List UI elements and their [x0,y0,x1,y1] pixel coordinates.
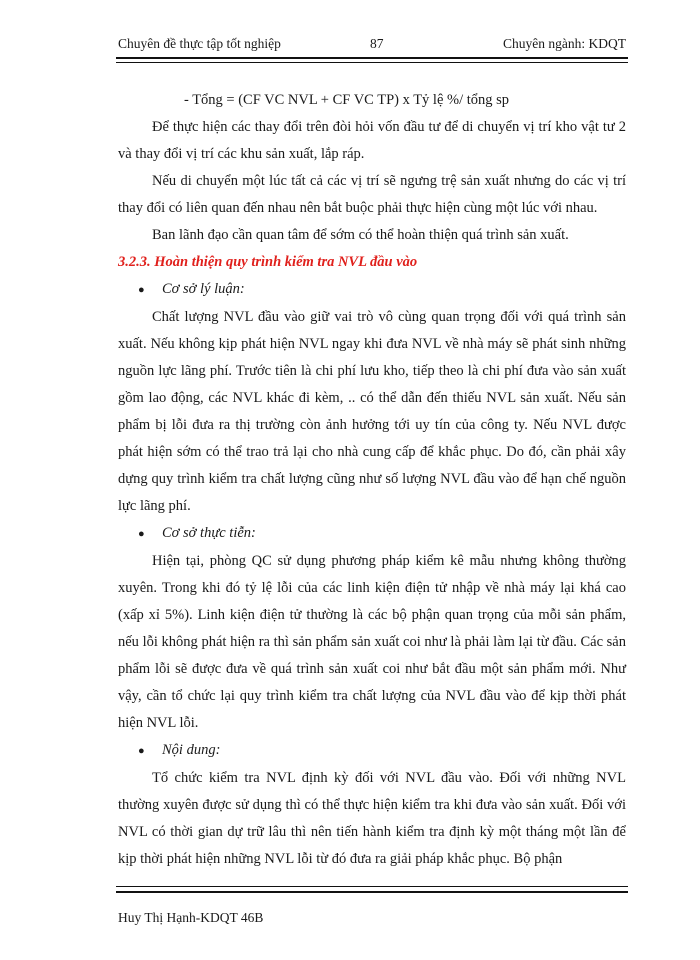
page-header [118,36,626,56]
bullet-icon: ● [138,528,145,540]
bullet-label: Cơ sở lý luận: [162,281,245,297]
bullet-label: Cơ sở thực tiễn: [162,525,256,541]
paragraph-practice: Hiện tại, phòng QC sử dụng phương pháp kiểm kê mẫu nhưng không thường xuyên. Trong khi đó tỷ lệ lỗi của các linh kiện điện tử nhập về nhà máy lại khá cao (xấp xỉ 5%). Linh kiện điện tử thường là các bộ phận quan trọng của mỗi sản phẩm, nếu lỗi không phát hiện ra thì sản phẩm sản xuất coi như là phải làm lại từ đầu. Các sản phẩm lỗi sẽ được đưa về quá trình sản xuất coi như bắt đầu một sản phẩm mới. Như vậy, cần tổ chức lại quy trình kiểm tra chất lượng của NVL đầu vào để kịp thời phát hiện NVL lỗi. [118,553,626,731]
paragraph-investment: Để thực hiện các thay đổi trên đòi hỏi vốn đầu tư để di chuyển vị trí kho vật tư 2 và thay đổi vị trí các khu sản xuất, lắp ráp. [118,119,626,162]
bullet-label: Nội dung: [162,742,221,758]
paragraph-relocation: Nếu di chuyển một lúc tất cả các vị trí sẽ ngưng trệ sản xuất nhưng do các vị trí thay đổi có liên quan đến nhau nên bắt buộc phải thực hiện cùng một lúc với nhau. [118,173,626,216]
paragraph-management: Ban lãnh đạo cần quan tâm để sớm có thể hoàn thiện quá trình sản xuất. [152,227,569,243]
bullet-icon: ● [138,284,145,296]
header-rule-thin [116,62,628,63]
footer-rule-thin [116,886,628,887]
page-body [118,87,626,873]
header-page-number: 87 [370,36,384,51]
section-heading: 3.2.3. Hoàn thiện quy trình kiểm tra NVL đầu vào [118,254,418,270]
bullet-practical-basis [118,520,626,548]
footer-author: Huy Thị Hạnh-KDQT 46B [118,910,264,925]
bullet-icon: ● [138,745,145,757]
footer-rule-thick [116,891,628,893]
header-major: Chuyên ngành: KDQT [503,36,626,51]
cost-formula: - Tổng = (CF VC NVL + CF VC TP) x Tỷ lệ %/ tổng sp [184,92,510,108]
paragraph-theory: Chất lượng NVL đầu vào giữ vai trò vô cùng quan trọng đối với quá trình sản xuất. Nếu không kịp phát hiện NVL ngay khi đưa NVL về nhà máy sẽ phát sinh những nguồn lực lãng phí. Trước tiên là chi phí lưu kho, tiếp theo là chi phí đưa vào sản xuất gồm lao động, các NVL khác đi kèm, .. có thể dẫn đến thiếu NVL sản xuất. Nếu sản phẩm bị lỗi đưa ra thị trường còn ảnh hưởng tới uy tín của công ty. Nếu NVL được phát hiện sớm có thể trao trả lại cho nhà cung cấp để khắc phục. Do đó, cần phải xây dựng quy trình kiểm tra chất lượng cũng như số lượng NVL đầu vào để hạn chế nguồn lực lãng phí. [118,309,626,514]
header-rule-thick [116,57,628,59]
bullet-content [118,737,626,765]
bullet-theoretical-basis [118,276,626,304]
header-document-title: Chuyên đề thực tập tốt nghiệp [118,36,281,51]
paragraph-content: Tổ chức kiểm tra NVL định kỳ đối với NVL đầu vào. Đối với những NVL thường xuyên được sử dụng thì có thể thực hiện kiểm tra khi đưa vào sản xuất. Đối với NVL có thời gian dự trữ lâu thì nên tiến hành kiểm tra định kỳ một tháng một lần để kịp thời phát hiện những NVL lỗi từ đó đưa ra giải pháp khắc phục. Bộ phận [118,770,626,867]
